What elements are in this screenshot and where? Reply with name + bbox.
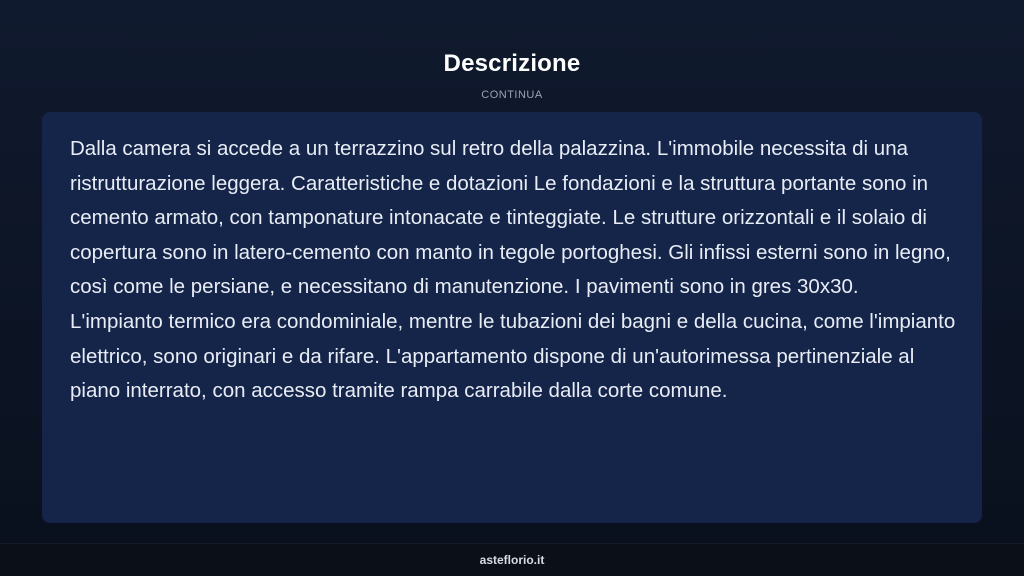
continua-label: CONTINUA [481,89,543,101]
description-text: Dalla camera si accede a un terrazzino sul retro della palazzina. L'immobile necessita di una ristrutturazione leggera. Caratteristiche e dotazioni Le fondazioni e la struttura portante sono in cemento armato, con tamponature intonacate e tinteggiate. Le strutture orizzontali e il solaio di copertura sono in latero-cemento con manto in tegole portoghesi. Gli infissi esterni sono in legno, così come le persiane, e necessitano di manutenzione. I pavimenti sono in gres 30x30. L'impianto termico era condominiale, mentre le tubazioni dei bagni e della cucina, come l'impianto elettrico, sono originari e da rifare. L'appartamento dispone di un'autorimessa pertinenziale al piano interrato, con accesso tramite rampa carrabile dalla corte comune. [70,137,956,403]
page-title: Descrizione [443,50,581,77]
footer-site-label: asteflorio.it [479,553,545,567]
footer-bar [0,543,1024,576]
description-card [42,112,982,523]
page-header [0,48,1024,102]
